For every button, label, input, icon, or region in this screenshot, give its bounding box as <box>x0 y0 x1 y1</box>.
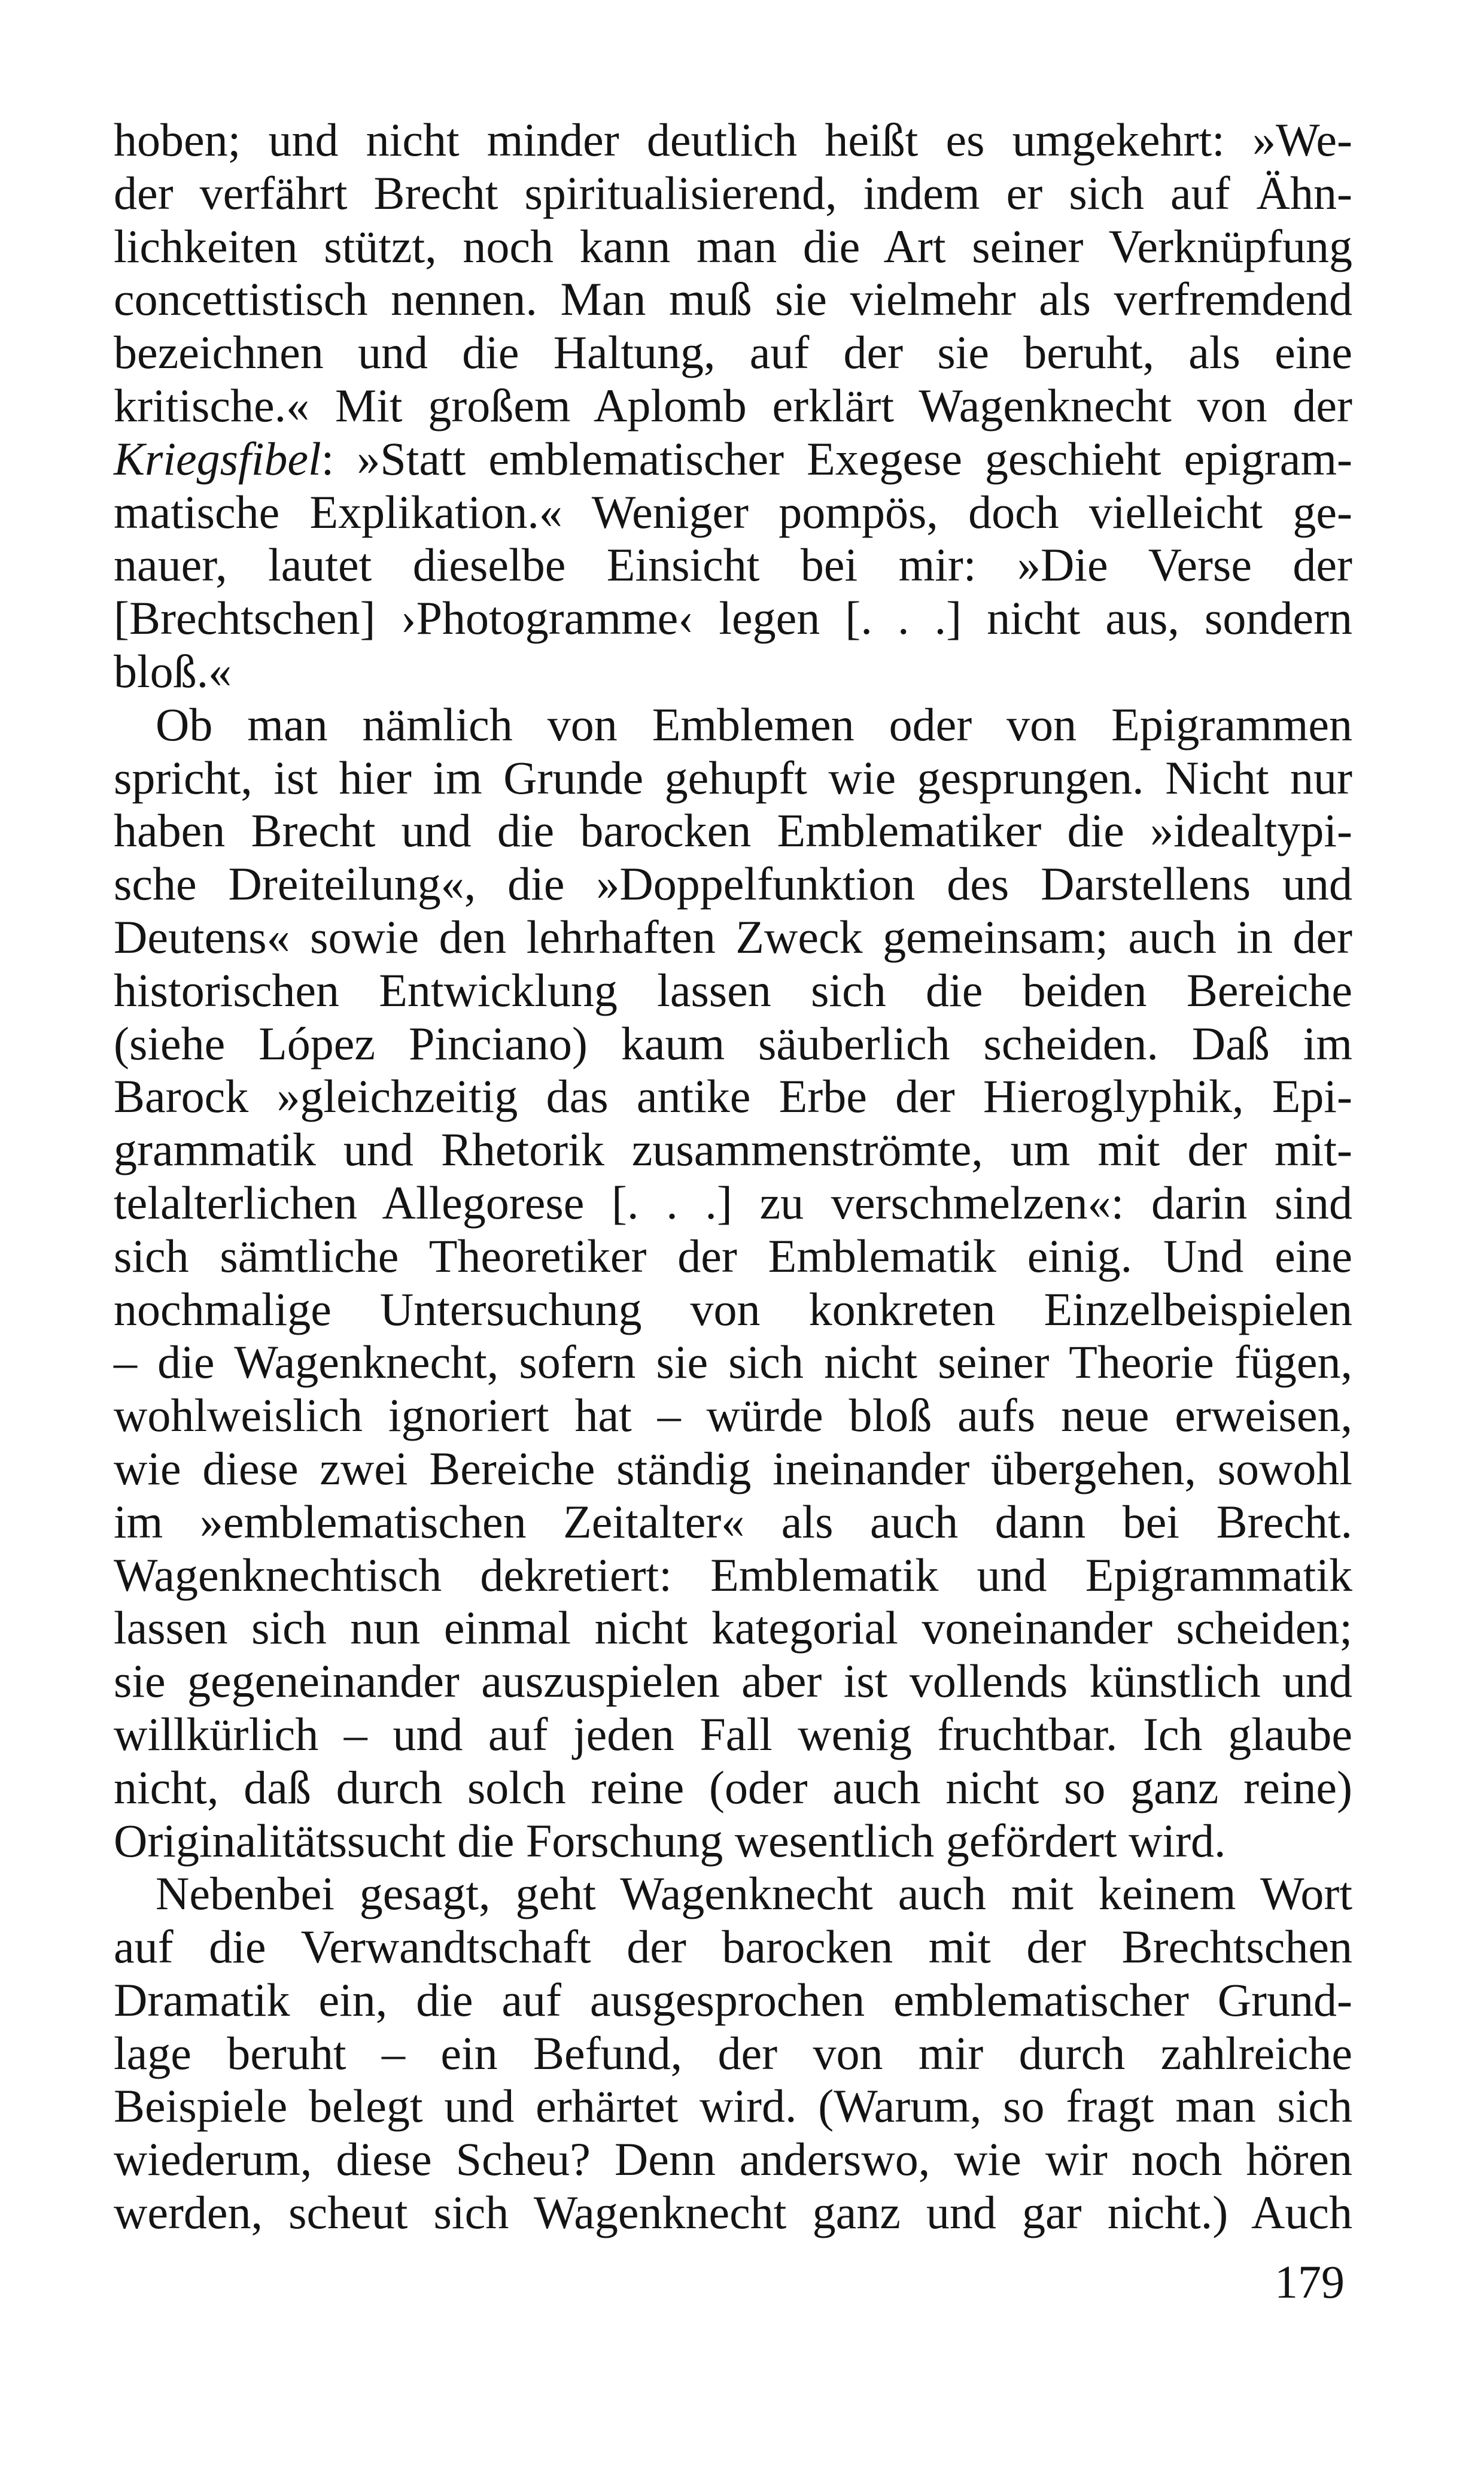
text-line: Deutens« sowie den lehrhaften Zweck gemeinsam; auch in der <box>114 910 1352 963</box>
text-line: Ob man nämlich von Emblemen oder von Epigrammen <box>156 698 1352 751</box>
text-line: sich sämtliche Theoretiker der Emblematik einig. Und eine <box>114 1229 1352 1282</box>
text-line: historischen Entwicklung lassen sich die beiden Bereiche <box>114 964 1352 1016</box>
text-line: lassen sich nun einmal nicht kategorial voneinander scheiden; <box>114 1602 1352 1654</box>
text-line: willkürlich – und auf jeden Fall wenig fruchtbar. Ich glaube <box>114 1708 1352 1760</box>
text-line: sche Dreiteilung«, die »Doppelfunktion des Darstellens und <box>114 858 1352 910</box>
text-line: [Brechtschen] ›Photogramme‹ legen [. . .] nicht aus, sondern <box>114 592 1352 645</box>
book-title-italic: Kriegsfibel <box>114 432 321 485</box>
text-line: Nebenbei gesagt, geht Wagenknecht auch mit keinem Wort <box>156 1867 1352 1920</box>
text-line: (siehe López Pinciano) kaum säuberlich scheiden. Daß im <box>114 1017 1352 1070</box>
text-line: kritische.« Mit großem Aplomb erklärt Wagenknecht von der <box>114 379 1352 432</box>
text-line: – die Wagenknecht, sofern sie sich nicht seiner Theorie fügen, <box>114 1336 1352 1389</box>
text-line: Barock »gleichzeitig das antike Erbe der Hieroglyphik, Epi- <box>114 1070 1352 1123</box>
text-line: nauer, lautet dieselbe Einsicht bei mir: »Die Verse der <box>114 539 1352 591</box>
text-line: hoben; und nicht minder deutlich heißt es umgekehrt: »We- <box>114 114 1352 166</box>
page-body <box>114 114 1352 2240</box>
text-line: concettistisch nennen. Man muß sie vielmehr als verfremdend <box>114 273 1352 326</box>
text-line: wohlweislich ignoriert hat – würde bloß aufs neue erweisen, <box>114 1389 1352 1442</box>
text-line: bloß.« <box>114 645 232 697</box>
text-line-with-italic-title: Kriegsfibel: »Statt emblematischer Exegese geschieht epigram- <box>114 432 1352 485</box>
text-line: Wagenknechtisch dekretiert: Emblematik und Epigrammatik <box>114 1548 1352 1601</box>
text-line: nicht, daß durch solch reine (oder auch nicht so ganz reine) <box>114 1761 1352 1813</box>
text-line: werden, scheut sich Wagenknecht ganz und gar nicht.) Auch <box>114 2186 1352 2239</box>
text-line: bezeichnen und die Haltung, auf der sie beruht, als eine <box>114 326 1352 379</box>
text-line: wiederum, diese Scheu? Denn anderswo, wie wir noch hören <box>114 2133 1352 2186</box>
page-number: 179 <box>1275 2256 1345 2308</box>
text-line: Beispiele belegt und erhärtet wird. (Warum, so fragt man sich <box>114 2080 1352 2132</box>
text-line: Originalitätssucht die Forschung wesentlich gefördert wird. <box>114 1814 1226 1867</box>
paragraph-1 <box>114 114 1352 698</box>
text-line: lichkeiten stützt, noch kann man die Art seiner Verknüpfung <box>114 220 1352 272</box>
text-line: telalterlichen Allegorese [. . .] zu verschmelzen«: darin sind <box>114 1176 1352 1229</box>
text-line: Dramatik ein, die auf ausgesprochen emblematischer Grund- <box>114 1973 1352 2026</box>
text-line: lage beruht – ein Befund, der von mir durch zahlreiche <box>114 2027 1352 2079</box>
text-line: auf die Verwandtschaft der barocken mit der Brechtschen <box>114 1921 1352 1973</box>
text-line: der verfährt Brecht spiritualisierend, indem er sich auf Ähn- <box>114 166 1352 219</box>
text-line: sie gegeneinander auszuspielen aber ist vollends künstlich und <box>114 1655 1352 1708</box>
text-line: nochmalige Untersuchung von konkreten Einzelbeispielen <box>114 1283 1352 1335</box>
paragraph-2 <box>114 698 1352 1868</box>
text-line: spricht, ist hier im Grunde gehupft wie gesprungen. Nicht nur <box>114 751 1352 804</box>
text-line: haben Brecht und die barocken Emblematiker die »idealtypi- <box>114 804 1352 857</box>
text-line: grammatik und Rhetorik zusammenströmte, um mit der mit- <box>114 1123 1352 1176</box>
text-line: wie diese zwei Bereiche ständig ineinander übergehen, sowohl <box>114 1442 1352 1494</box>
text-line: im »emblematischen Zeitalter« als auch dann bei Brecht. <box>114 1495 1352 1548</box>
paragraph-3 <box>114 1867 1352 2240</box>
text-line: matische Explikation.« Weniger pompös, doch vielleicht ge- <box>114 485 1352 538</box>
